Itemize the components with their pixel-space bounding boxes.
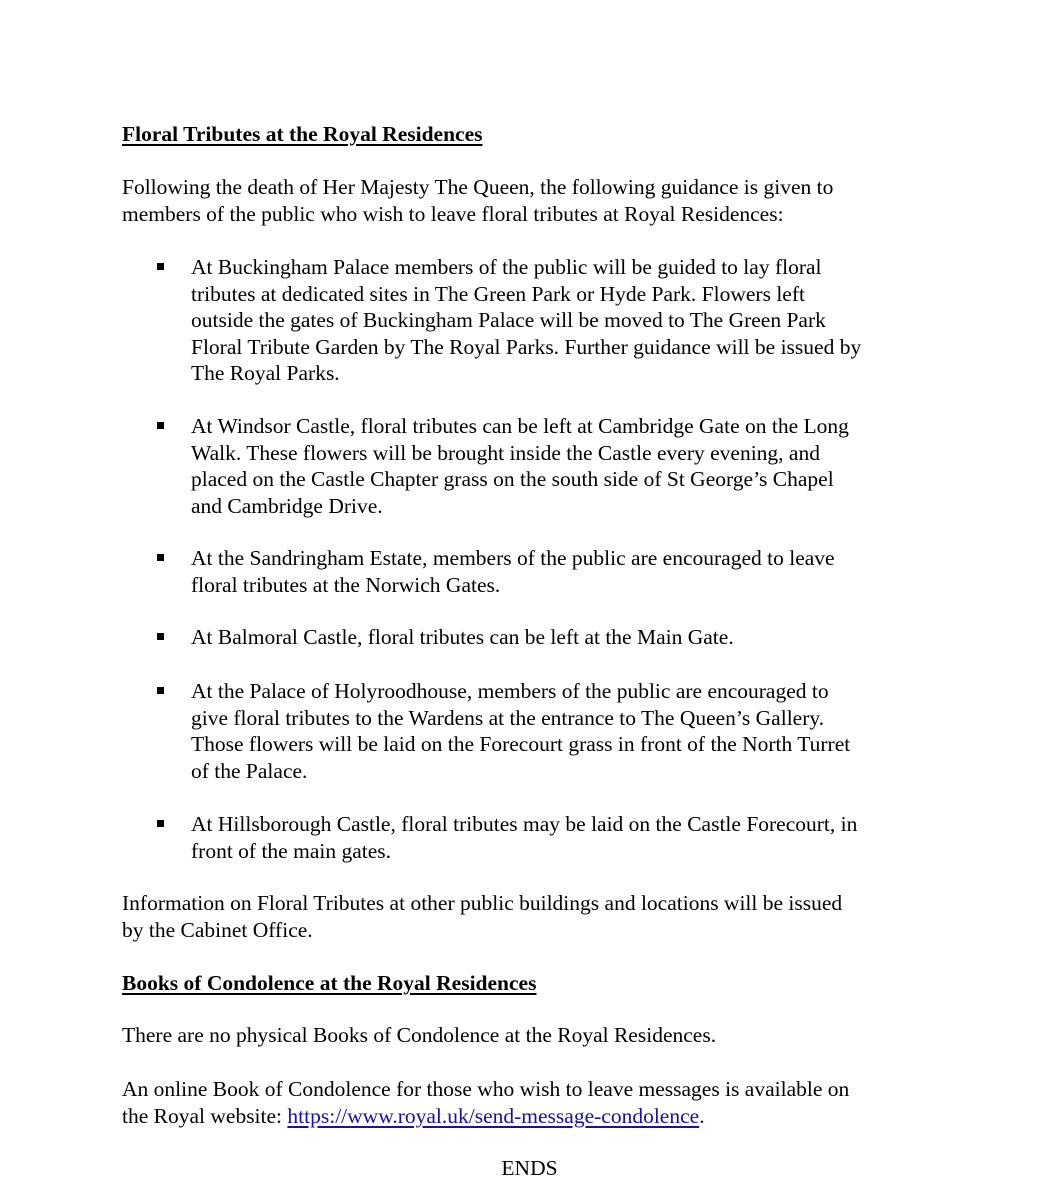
bullet-line: Walk. These flowers will be brought inside the Castle every evening, and <box>191 440 820 465</box>
intro-line: members of the public who wish to leave floral tributes at Royal Residences: <box>122 201 784 226</box>
bullet-square-icon <box>157 422 164 429</box>
condolence-link[interactable]: https://www.royal.uk/send-message-condolence <box>287 1103 700 1128</box>
bullet-line: At the Palace of Holyroodhouse, members of the public are encouraged to <box>191 679 829 703</box>
bullet-line: At the Sandringham Estate, members of the public are encouraged to leave <box>191 546 835 570</box>
bullet-line: At Hillsborough Castle, floral tributes may be laid on the Castle Forecourt, in <box>191 812 858 836</box>
bullet-line: placed on the Castle Chapter grass on the south side of St George’s Chapel <box>191 467 834 491</box>
online-line: An online Book of Condolence for those who wish to leave messages is available on <box>122 1077 850 1101</box>
heading-floral-tributes: Floral Tributes at the Royal Residences <box>122 122 483 146</box>
online-line <box>122 1103 849 1130</box>
bullet-line: give floral tributes to the Wardens at the entrance to The Queen’s Gallery. <box>191 705 825 730</box>
intro-line: Following the death of Her Majesty The Queen, the following guidance is given to <box>122 175 834 199</box>
bullet-line: front of the main gates. <box>191 838 392 863</box>
no-books-paragraph: There are no physical Books of Condolence at the Royal Residences. <box>122 1023 717 1047</box>
bullet-line: The Royal Parks. <box>191 361 340 385</box>
info-paragraph <box>122 890 842 943</box>
bullet-square-icon <box>157 820 164 827</box>
bullet-line: tributes at dedicated sites in The Green Park or Hyde Park. Flowers left <box>191 281 805 306</box>
bullet-line: At Balmoral Castle, floral tributes can be left at the Main Gate. <box>191 625 734 649</box>
bullet-square-icon <box>157 263 164 270</box>
bullet-square-icon <box>157 633 164 640</box>
bullet-square-icon <box>157 554 164 561</box>
bullet-text <box>191 678 850 784</box>
bullet-line: and Cambridge Drive. <box>191 493 383 518</box>
bullet-text <box>191 624 734 651</box>
bullet-text <box>191 811 857 864</box>
online-book-paragraph <box>122 1076 849 1129</box>
online-prefix: the Royal website: <box>122 1103 288 1128</box>
bullet-line: At Buckingham Palace members of the public will be guided to lay floral <box>191 255 822 279</box>
bullet-line: Those flowers will be laid on the Forecourt grass in front of the North Turret <box>191 732 851 756</box>
bullet-text <box>191 413 849 519</box>
bullet-line: outside the gates of Buckingham Palace will be moved to The Green Park <box>191 308 826 332</box>
bullet-line: floral tributes at the Norwich Gates. <box>191 572 501 597</box>
ends-marker: ENDS <box>501 1156 558 1180</box>
bullet-line: of the Palace. <box>191 758 308 783</box>
bullet-line: At Windsor Castle, floral tributes can be left at Cambridge Gate on the Long <box>191 414 849 438</box>
info-line: Information on Floral Tributes at other public buildings and locations will be issued <box>122 891 843 915</box>
info-line: by the Cabinet Office. <box>122 917 313 942</box>
intro-paragraph <box>122 174 833 227</box>
bullet-square-icon <box>157 687 164 694</box>
bullet-text <box>191 254 861 387</box>
online-suffix: . <box>699 1103 705 1128</box>
bullet-line: Floral Tribute Garden by The Royal Parks. Further guidance will be issued by <box>191 334 862 359</box>
heading-books-of-condolence: Books of Condolence at the Royal Residences <box>122 971 537 995</box>
bullet-text <box>191 545 835 598</box>
